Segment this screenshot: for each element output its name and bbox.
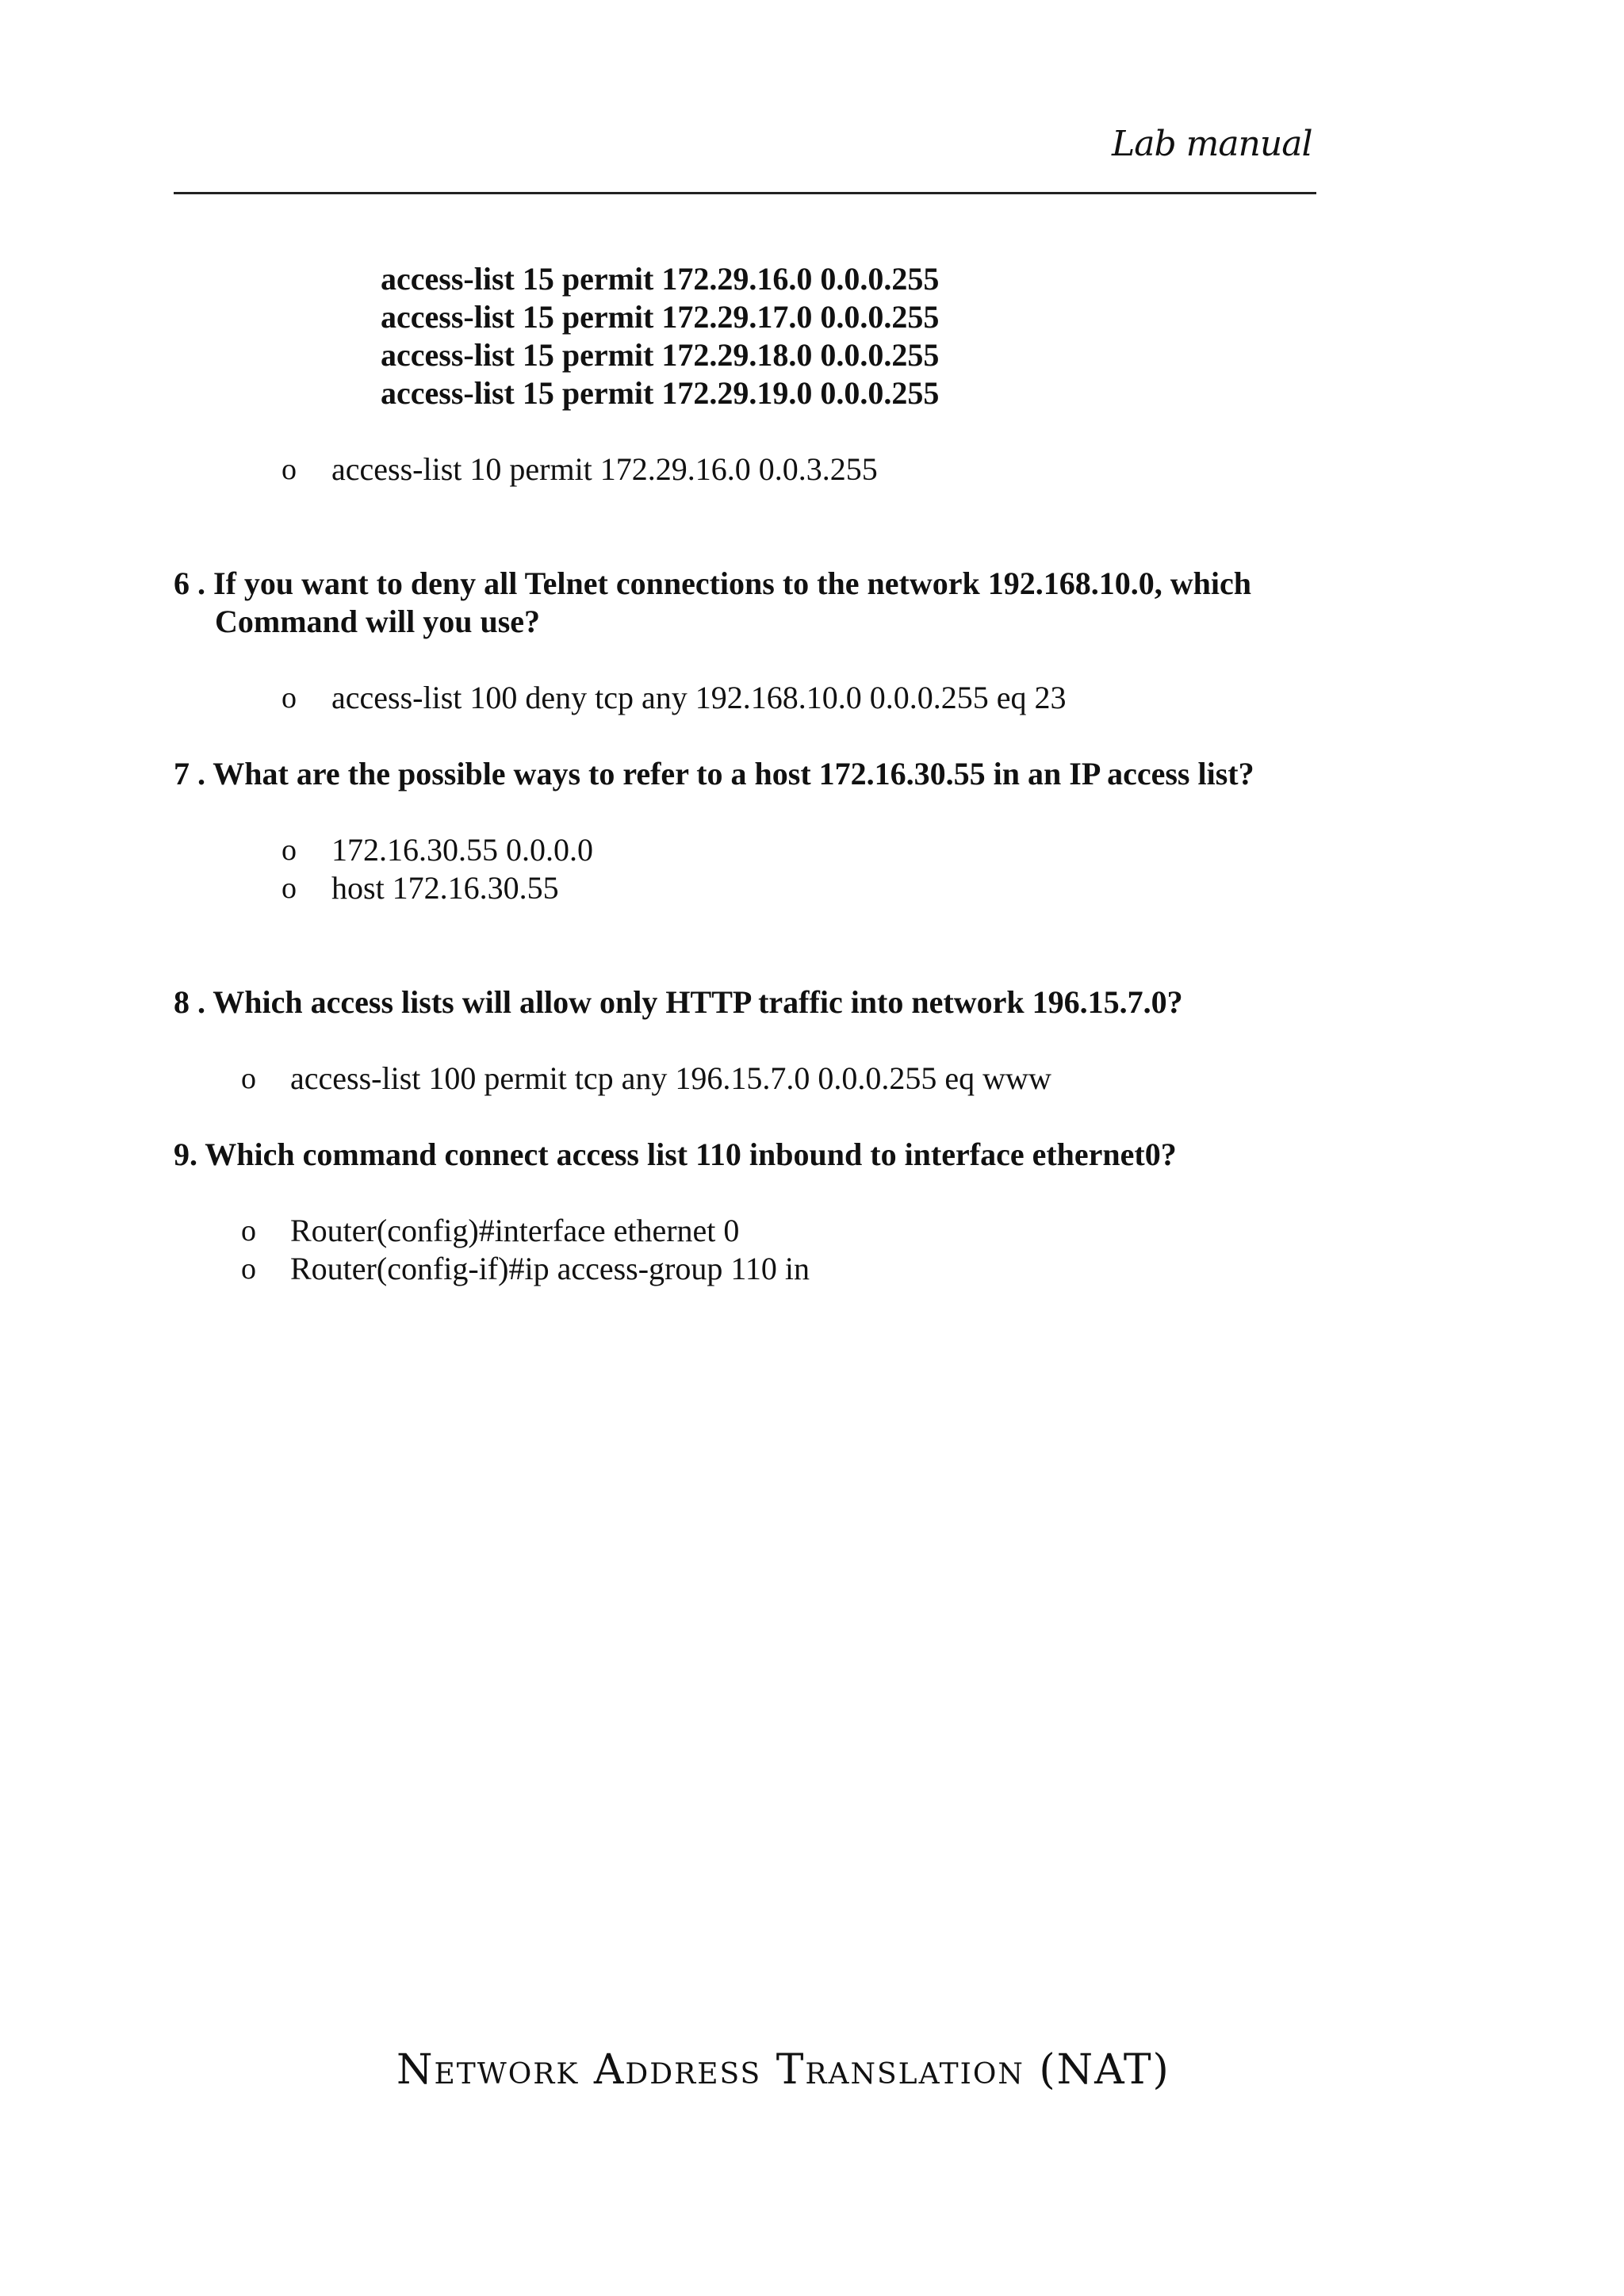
answer-item: Router(config)#interface ethernet 0	[290, 1213, 740, 1248]
answer-item: host 172.16.30.55	[331, 870, 559, 906]
code-line: access-list 15 permit 172.29.16.0 0.0.0.255	[381, 261, 940, 297]
code-line: access-list 15 permit 172.29.19.0 0.0.0.255	[381, 375, 940, 411]
bullet-marker: o	[282, 453, 297, 486]
question-9: 9. Which command connect access list 110 inbound to interface ethernet0?	[174, 1137, 1177, 1172]
question-6: 6 . If you want to deny all Telnet connections to the network 192.168.10.0, which	[174, 565, 1251, 601]
code-line: access-list 15 permit 172.29.18.0 0.0.0.255	[381, 337, 940, 373]
header-label: Lab manual	[1112, 124, 1312, 164]
answer-item: access-list 100 deny tcp any 192.168.10.0 0.0.0.255 eq 23	[331, 680, 1067, 715]
bullet-marker: o	[241, 1214, 256, 1248]
answer-item: Router(config-if)#ip access-group 110 in	[290, 1251, 810, 1286]
question-8: 8 . Which access lists will allow only HTTP traffic into network 196.15.7.0?	[174, 984, 1183, 1020]
question-7: 7 . What are the possible ways to refer to a host 172.16.30.55 in an IP access list?	[174, 756, 1254, 792]
bullet-marker: o	[282, 872, 297, 905]
bullet-marker: o	[241, 1252, 256, 1286]
bullet-marker: o	[282, 834, 297, 867]
answer-item: access-list 100 permit tcp any 196.15.7.0 0.0.0.255 eq www	[290, 1060, 1051, 1096]
code-line: access-list 15 permit 172.29.17.0 0.0.0.255	[381, 299, 940, 335]
bullet-marker: o	[282, 681, 297, 715]
answer-item: access-list 10 permit 172.29.16.0 0.0.3.255	[331, 451, 878, 487]
bullet-marker: o	[241, 1062, 256, 1095]
answer-item: 172.16.30.55 0.0.0.0	[331, 832, 593, 868]
question-6-continued: Command will you use?	[215, 604, 541, 639]
section-title: Network Address Translation (NAT)	[396, 2046, 1170, 2094]
header-divider	[174, 192, 1316, 194]
